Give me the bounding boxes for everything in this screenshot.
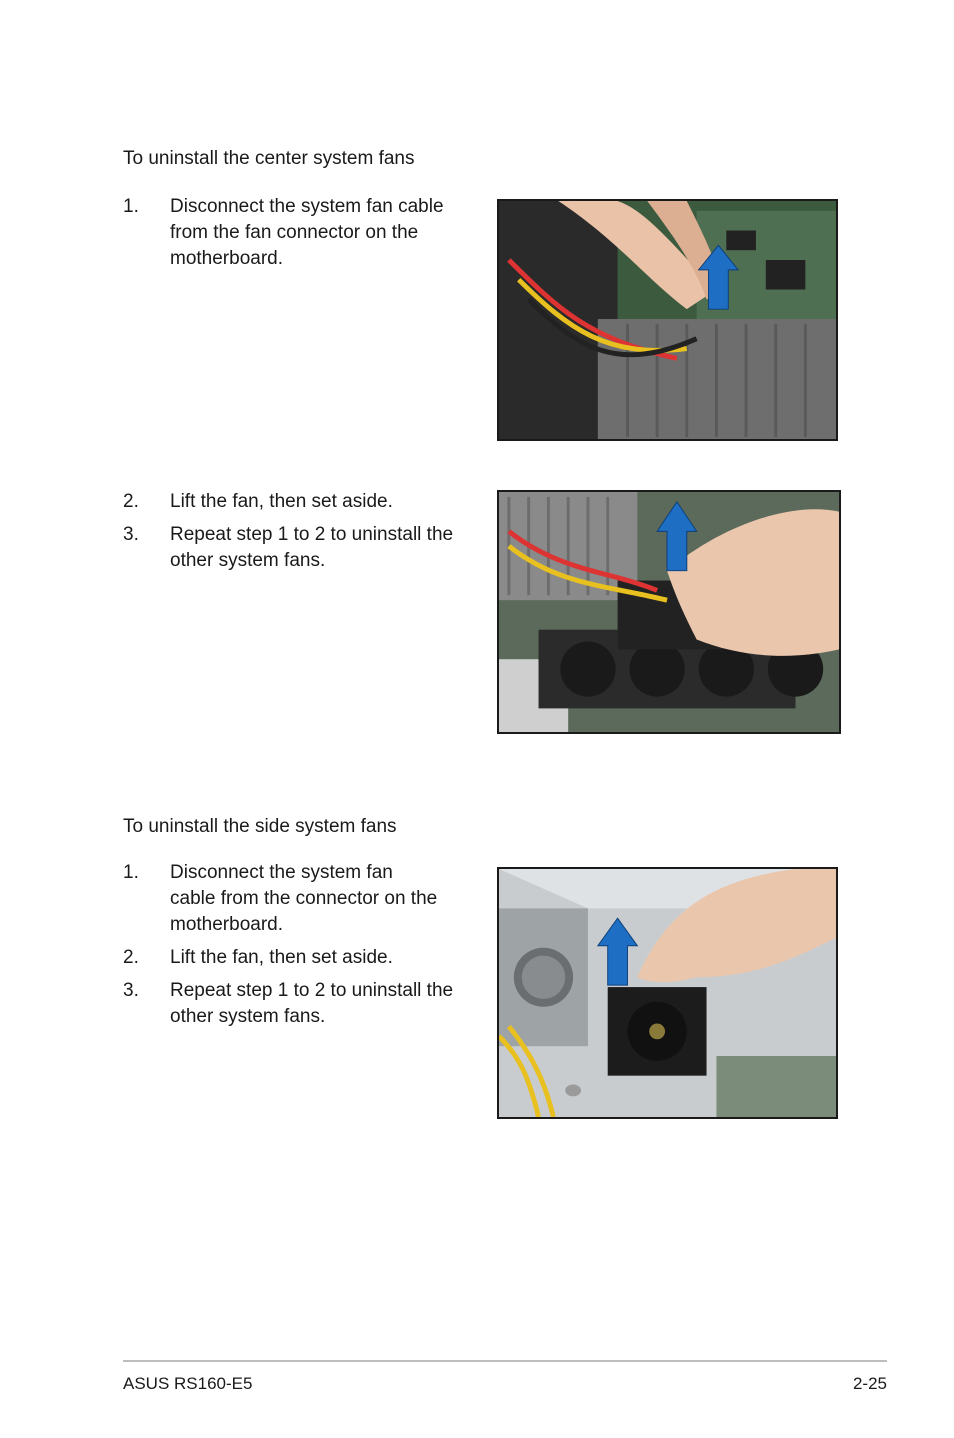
step-number: 3. [123, 980, 139, 1001]
step-line: Disconnect the system fan [170, 862, 393, 883]
step-text [170, 978, 470, 1030]
photo-lift-side-fan [497, 867, 838, 1119]
photo-disconnect-fan-cable-illustration [499, 201, 836, 439]
photo-disconnect-fan-cable [497, 199, 838, 441]
step-number: 2. [123, 491, 139, 512]
step-text [170, 945, 470, 971]
step-line: Lift the fan, then set aside. [170, 947, 393, 968]
step-line: cable from the connector on the [170, 888, 438, 909]
step-number: 1. [123, 862, 139, 883]
side-fans-heading: To uninstall the side system fans [123, 816, 397, 837]
step-line: motherboard. [170, 914, 284, 935]
footer-divider [123, 1360, 887, 1362]
step-line: Lift the fan, then set aside. [170, 491, 393, 512]
center-fans-heading: To uninstall the center system fans [123, 148, 415, 169]
step-number: 3. [123, 524, 139, 545]
photo-lift-center-fan-illustration [499, 492, 839, 732]
step-line: Repeat step 1 to 2 to uninstall the [170, 980, 454, 1001]
step-line: Repeat step 1 to 2 to uninstall the [170, 524, 454, 545]
photo-lift-center-fan [497, 490, 841, 734]
step-number: 2. [123, 947, 139, 968]
step-text [170, 489, 470, 515]
step-line: Disconnect the system fan cable [170, 196, 444, 217]
footer-page-number: 2-25 [852, 1374, 887, 1393]
step-number: 1. [123, 196, 139, 217]
step-text [170, 860, 470, 938]
step-line: from the fan connector on the [170, 222, 419, 243]
step-line: motherboard. [170, 248, 284, 269]
step-text [170, 522, 470, 574]
step-line: other system fans. [170, 550, 326, 571]
footer-product-name: ASUS RS160-E5 [123, 1374, 253, 1393]
step-line: other system fans. [170, 1006, 326, 1027]
photo-lift-side-fan-illustration [499, 869, 836, 1117]
step-text [170, 194, 470, 272]
